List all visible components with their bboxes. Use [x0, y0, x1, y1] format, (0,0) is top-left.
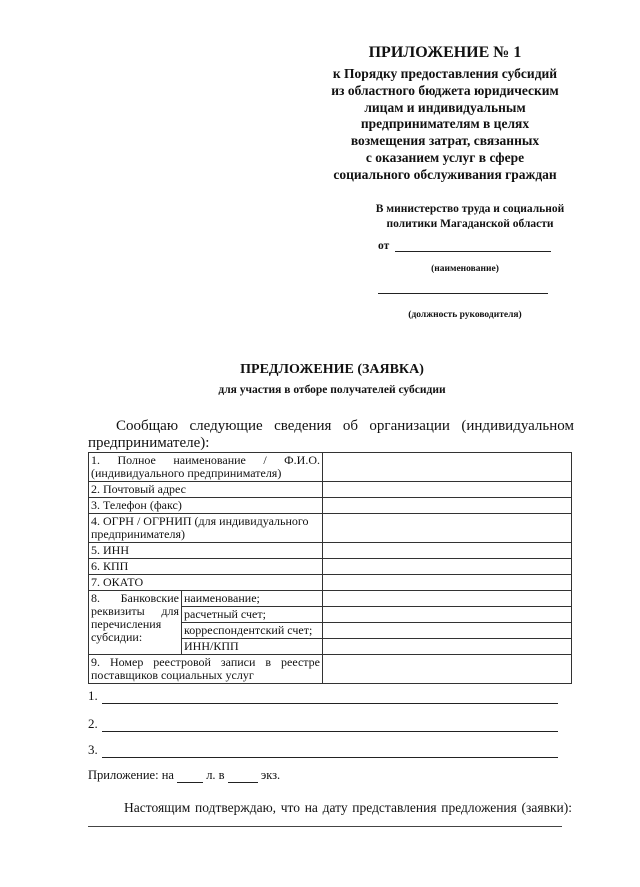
numbered-line[interactable]	[88, 742, 562, 758]
row-value[interactable]	[323, 559, 572, 575]
copies-blank[interactable]	[228, 772, 258, 783]
bottom-underline[interactable]	[88, 826, 562, 827]
row-label: 3. Телефон (факс)	[89, 498, 323, 514]
row-value[interactable]	[323, 543, 572, 559]
line-number: 3.	[88, 742, 98, 757]
appendix-line: социального обслуживания граждан	[333, 166, 557, 182]
table-row	[89, 498, 572, 514]
row-label: 5. ИНН	[89, 543, 323, 559]
organization-info-table	[88, 452, 572, 684]
row-label: 4. ОГРН / ОГРНИП (для индивидуального предпринимателя)	[89, 514, 323, 543]
intro-text: Сообщаю следующие сведения об организации (индивидуальном	[116, 418, 574, 434]
table-row	[89, 453, 572, 482]
bank-item: расчетный счет;	[182, 607, 323, 623]
row-value[interactable]	[323, 607, 572, 623]
appendix-line: к Порядку предоставления субсидий	[332, 66, 558, 81]
appendix-prefix: Приложение: на	[88, 768, 174, 782]
table-row	[89, 482, 572, 498]
row-value[interactable]	[323, 639, 572, 655]
row-label: 7. ОКАТО	[89, 575, 323, 591]
addressee-line: В министерство труда и социальной	[375, 203, 565, 215]
row-value[interactable]	[323, 591, 572, 607]
bank-item: ИНН/КПП	[182, 639, 323, 655]
appendix-line	[88, 768, 280, 783]
addressee-line: политики Магаданской области	[386, 218, 554, 230]
line-number: 2.	[88, 716, 98, 731]
from-underline[interactable]	[395, 240, 551, 252]
confirmation-text: Настоящим подтверждаю, что на дату представления предложения (заявки):	[124, 800, 572, 815]
appendix-line: с оказанием услуг в сфере	[365, 149, 525, 165]
numbered-line[interactable]	[88, 688, 562, 704]
intro-text-cont: предпринимателе):	[88, 435, 210, 451]
row-value[interactable]	[323, 655, 572, 684]
appendix-line: лицам и индивидуальным	[364, 99, 526, 115]
row-value[interactable]	[323, 514, 572, 543]
position-underline[interactable]	[378, 293, 548, 294]
appendix-line: возмещения затрат, связанных	[350, 133, 540, 149]
addressee-block	[350, 202, 590, 232]
appendix-mid: л. в	[206, 768, 225, 782]
bank-item: корреспондентский счет;	[182, 623, 323, 639]
line-underline[interactable]	[102, 747, 558, 758]
numbered-line[interactable]	[88, 716, 562, 732]
line-underline[interactable]	[102, 693, 558, 704]
line-number: 1.	[88, 688, 98, 703]
appendix-title: ПРИЛОЖЕНИЕ № 1	[368, 44, 522, 61]
position-caption: (должность руководителя)	[408, 310, 522, 320]
table-row	[89, 559, 572, 575]
row-label: 1. Полное наименование / Ф.И.О. (индивидуального предпринимателя)	[89, 453, 323, 482]
row-label: 6. КПП	[89, 559, 323, 575]
table-row	[89, 591, 572, 607]
appendix-line: предпринимателям в целях	[360, 116, 530, 132]
bank-details-label: 8. Банковские реквизиты для перечисления субсидии:	[89, 591, 182, 655]
proposal-title: ПРЕДЛОЖЕНИЕ (ЗАЯВКА)	[240, 362, 424, 377]
row-label: 2. Почтовый адрес	[89, 482, 323, 498]
row-value[interactable]	[323, 453, 572, 482]
row-value[interactable]	[323, 575, 572, 591]
appendix-subtitle	[300, 66, 590, 184]
from-field[interactable]	[378, 240, 551, 252]
row-value[interactable]	[323, 498, 572, 514]
row-value[interactable]	[323, 482, 572, 498]
line-underline[interactable]	[102, 721, 558, 732]
row-label: 9. Номер реестровой записи в реестре поставщиков социальных услуг	[89, 655, 323, 684]
appendix-suffix: экз.	[260, 768, 281, 782]
table-row	[89, 575, 572, 591]
table-row	[89, 655, 572, 684]
table-row	[89, 514, 572, 543]
proposal-subtitle: для участия в отборе получателей субсидии	[218, 384, 446, 396]
bank-item: наименование;	[182, 591, 323, 607]
from-label: от	[378, 240, 390, 252]
appendix-line: из областного бюджета юридическим	[331, 82, 559, 98]
table-row	[89, 543, 572, 559]
name-caption: (наименование)	[431, 264, 499, 274]
row-value[interactable]	[323, 623, 572, 639]
pages-blank[interactable]	[177, 772, 203, 783]
